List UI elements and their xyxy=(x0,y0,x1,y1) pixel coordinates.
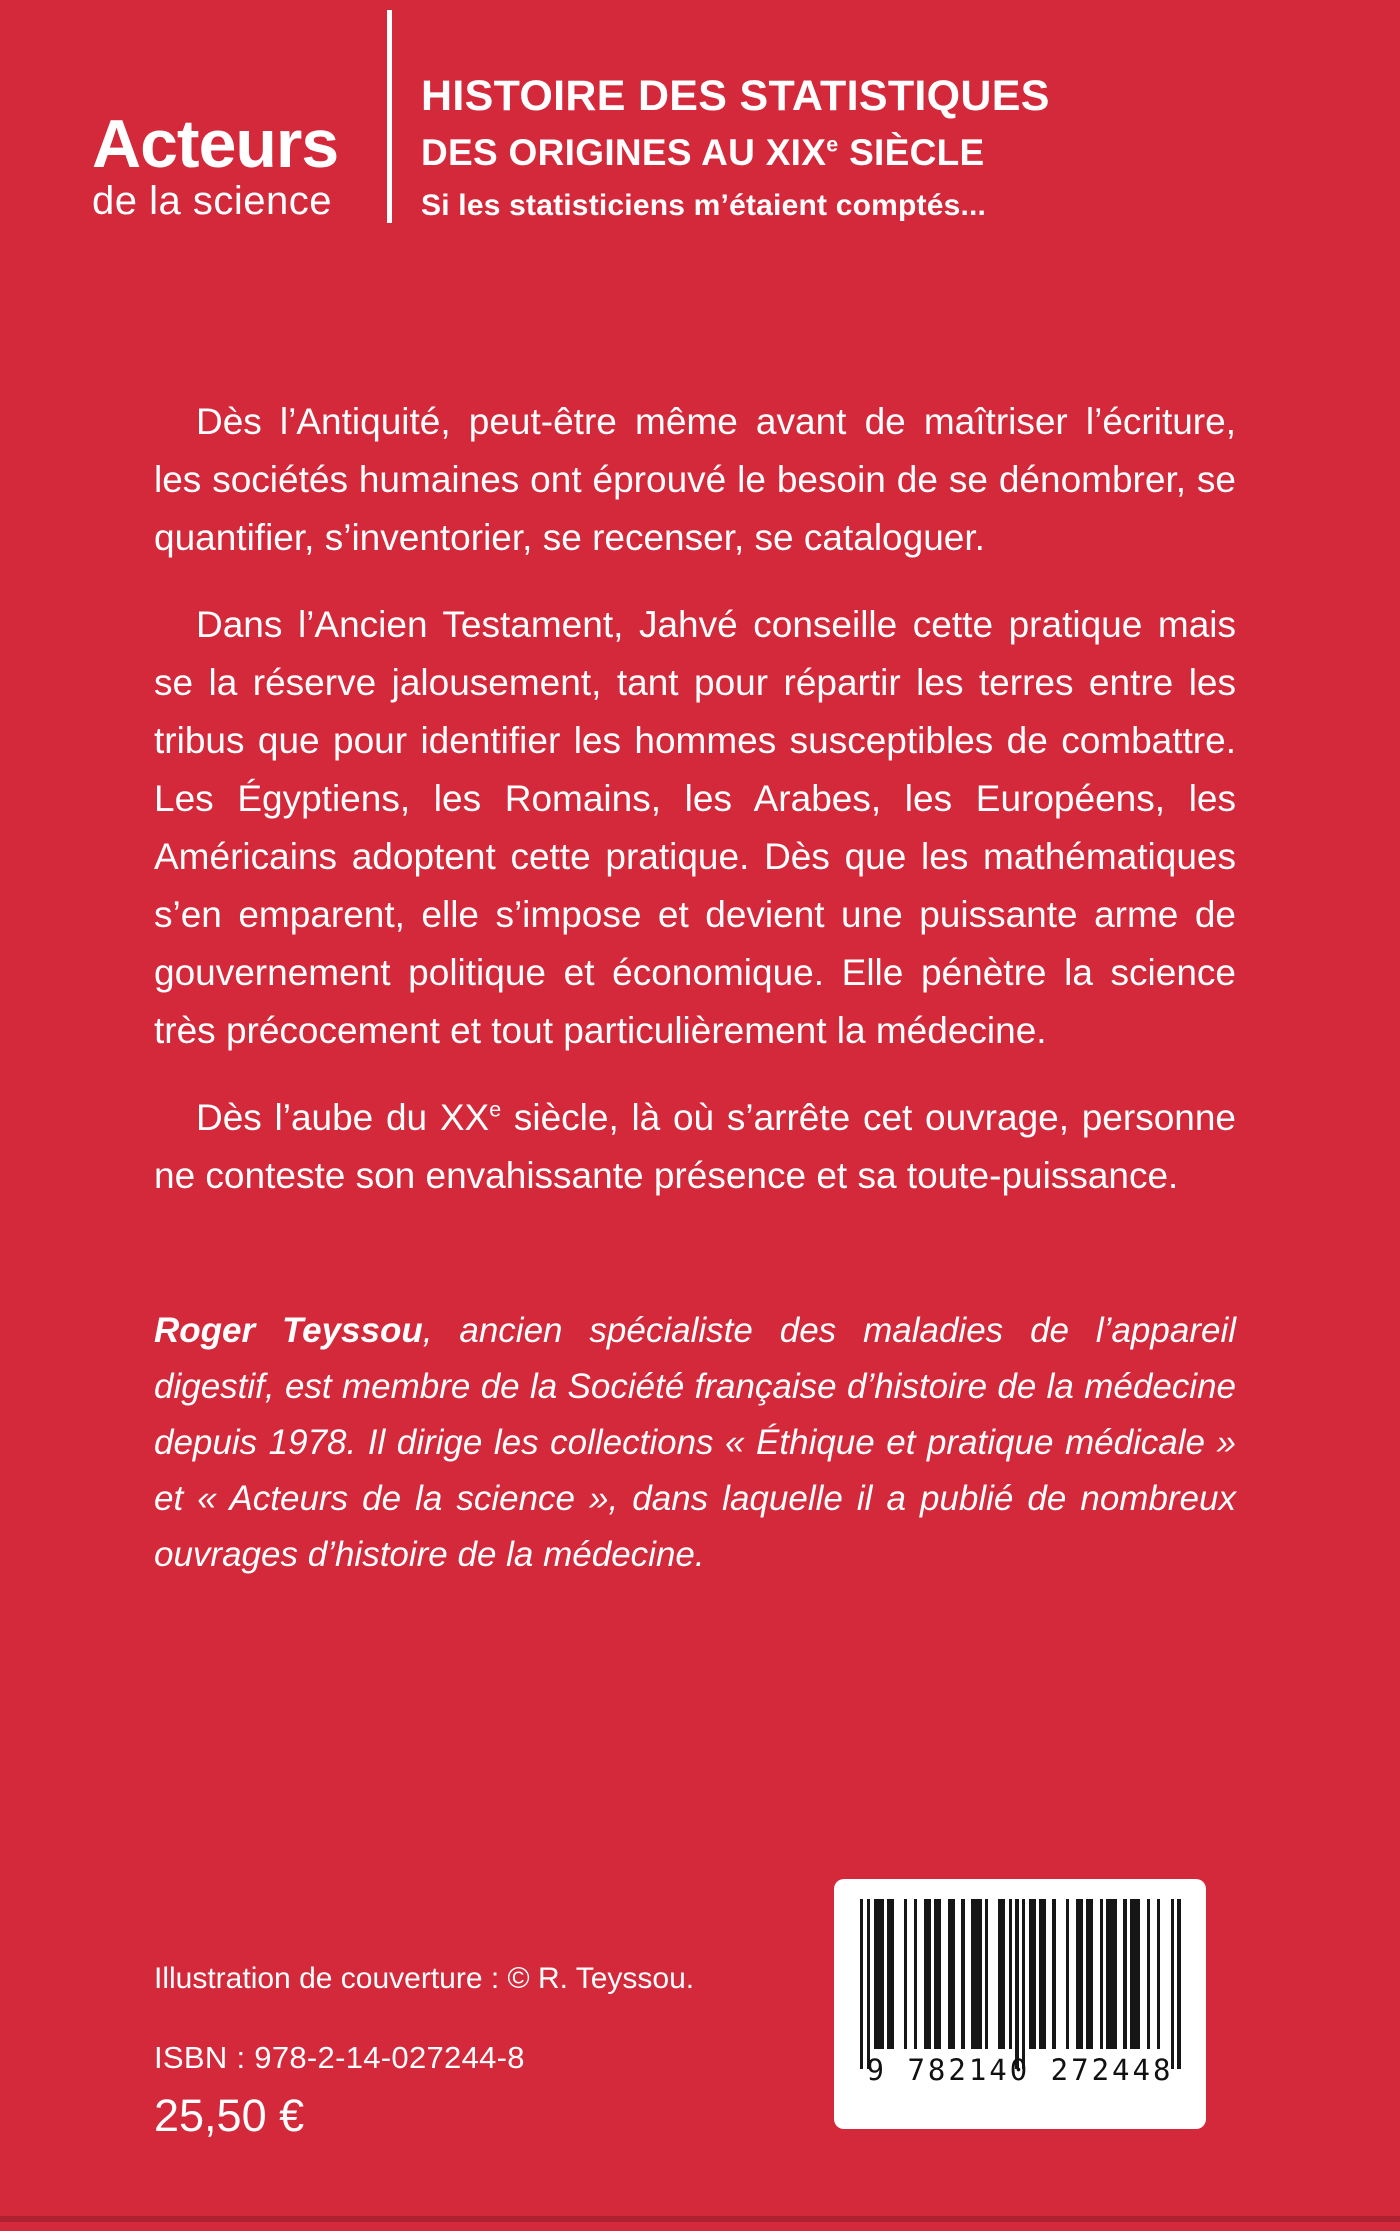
cover-crease xyxy=(0,2216,1400,2222)
author-name: Roger Teyssou xyxy=(154,1311,423,1350)
paragraph-3-superscript: e xyxy=(489,1097,502,1122)
paragraph-3 xyxy=(154,1089,1236,1205)
paragraph-3-end: siècle, là où s’arrête cet ouvrage, personne ne conteste son envahissante présence et sa toute-puissance. xyxy=(154,1097,1237,1196)
barcode xyxy=(834,1879,1206,2129)
author-bio-text: , ancien spécialiste des maladies de l’appareil digestif, est membre de la Société française d’histoire de la médecine depuis 1978. Il dirige les collections « Éthique et pratique médicale » et « Acteurs de la science », dans laquelle il a publié de nombreux ouvrages d’histoire de la médecine. xyxy=(154,1311,1236,1574)
paragraph-2: Dans l’Ancien Testament, Jahvé conseille cette pratique mais se la réserve jalousement, tant pour répartir les terres entre les tribus que pour identifier les hommes susceptibles de combattre. Les Égyptiens, les Romains, les Arabes, les Européens, les Américains adoptent cette pratique. Dès que les mathématiques s’en emparent, elle s’impose et devient une puissante arme de gouvernement politique et économique. Elle pénètre la science très précocement et tout particulièrement la médecine. xyxy=(154,604,1236,1051)
illustration-credit: Illustration de couverture : © R. Teyssou. xyxy=(154,1962,695,1995)
paragraph-3-start: Dès l’aube du XX xyxy=(196,1097,490,1138)
author-bio xyxy=(154,1303,1236,1583)
collection-name-sub: de la science xyxy=(92,179,332,223)
collection-name-main: Acteurs xyxy=(92,106,339,182)
book-title-line2 xyxy=(421,132,1050,174)
title-block xyxy=(421,72,1050,223)
book-tagline: Si les statisticiens m’étaient comptés... xyxy=(421,189,987,222)
title-line2-main: DES ORIGINES AU XIX xyxy=(421,132,827,173)
header-divider xyxy=(387,10,392,223)
barcode-number: 9 782140 272448 xyxy=(866,2053,1174,2087)
barcode-bars xyxy=(860,1899,1180,2071)
isbn: ISBN : 978-2-14-027244-8 xyxy=(154,2040,525,2075)
back-cover-text xyxy=(154,393,1236,1583)
title-line2-superscript: e xyxy=(826,132,839,157)
paragraph-1: Dès l’Antiquité, peut-être même avant de maîtriser l’écriture, les sociétés humaines ont éprouvé le besoin de se dénombrer, se quantifier, s’inventorier, se recenser, se cataloguer. xyxy=(154,401,1236,558)
price: 25,50 € xyxy=(154,2090,305,2141)
collection-logo xyxy=(92,106,339,223)
book-title: HISTOIRE DES STATISTIQUES xyxy=(421,72,1050,120)
title-line2-end: SIÈCLE xyxy=(838,132,985,173)
barcode-bar xyxy=(1177,1899,1180,2069)
